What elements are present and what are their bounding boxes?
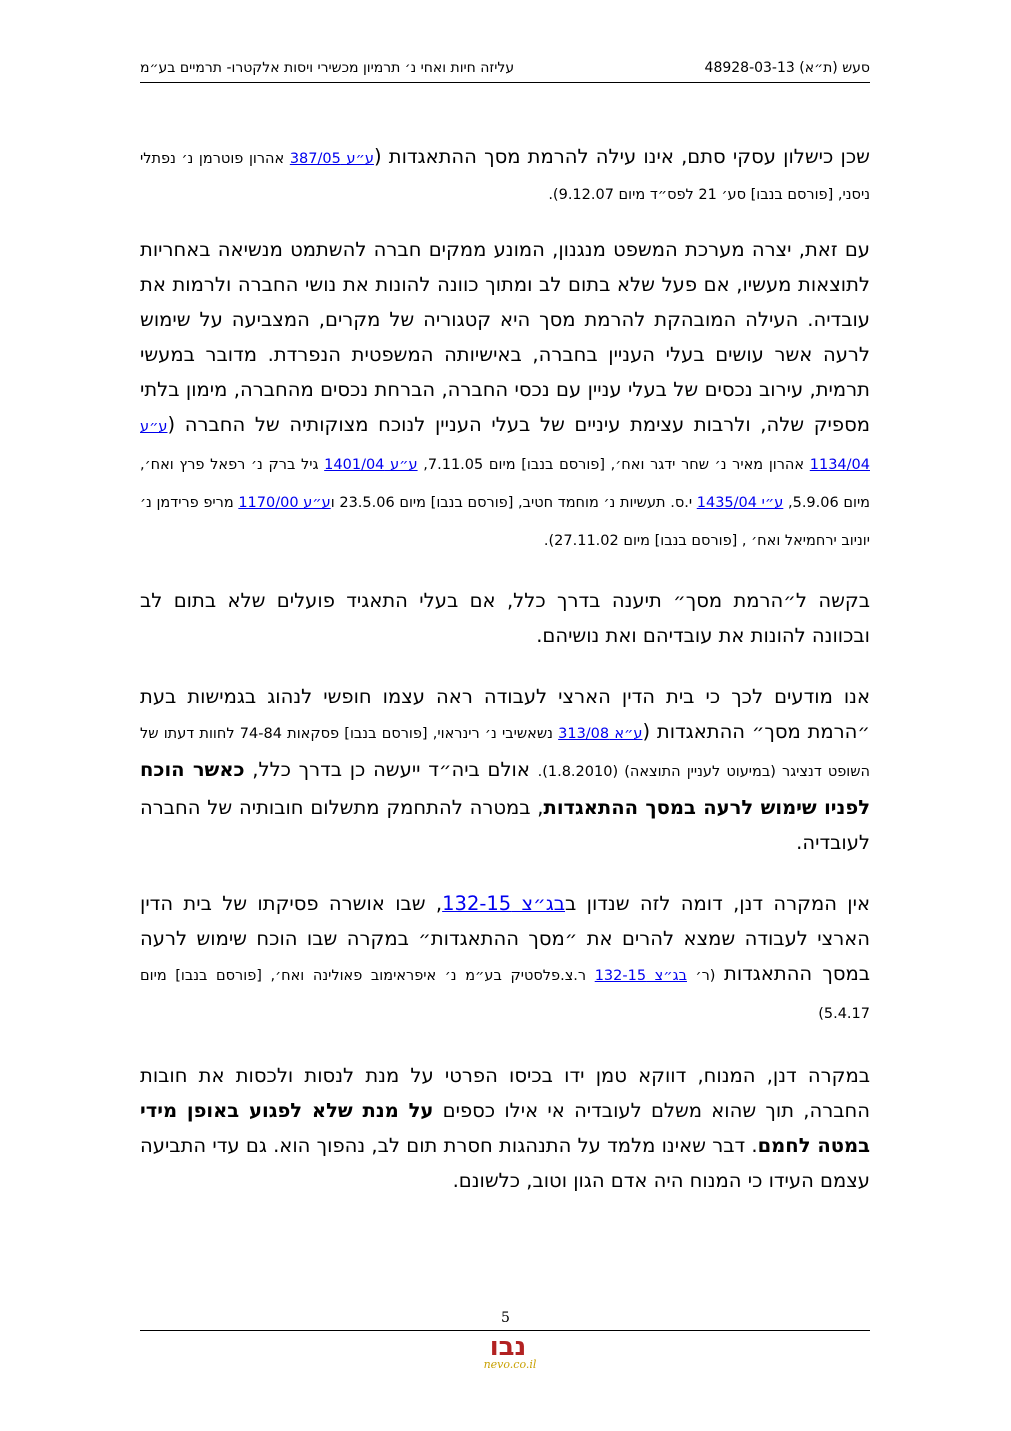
citation-link[interactable]: ע״ע 387/05 [289, 151, 374, 167]
paragraph-6 [140, 1058, 870, 1198]
paragraph-4 [140, 679, 870, 860]
paragraph-6-bold-text: על מנת שלא לפגוע באופן מידי במטה לחמם [140, 1099, 870, 1157]
header-case-number: סעש (ת״א) 48928-03-13 [704, 60, 870, 76]
citation-link[interactable]: ע״ע 1170/00 [238, 495, 331, 511]
paragraph-5-text: אין המקרה דנן, דומה לזה שנדון ב [565, 892, 870, 915]
paragraph-4-text: אנו מודעים לכך כי בית הדין הארצי לעבודה ראה עצמו חופשי לנהוג בגמישות בעת ״הרמת מסך״ ההתאגדות ( [140, 685, 870, 743]
paragraph-4-bold-text: כאשר הוכח לפניו שימוש לרעה במסך ההתאגדות [140, 758, 870, 819]
page-header [140, 58, 870, 83]
paragraph-3-text: בקשה ל״הרמת מסך״ תיענה בדרך כלל, אם בעלי התאגיד פועלים שלא בתום לב ובכוונה להונות את עובדיהם ואת נושיהם. [140, 589, 870, 647]
citation-link[interactable]: בג״צ 132-15 [442, 892, 566, 915]
paragraph-1-text: שכן כישלון עסקי סתם, אינו עילה להרמת מסך ההתאגדות ( [373, 145, 870, 168]
paragraph-2-citation-text: גיל ברק נ׳ רפאל פרץ ואח׳, מיום 5.9.06, [140, 457, 871, 511]
paragraph-5-citation-text: ר.צ.פלסטיק בע״מ נ׳ איפראימוב פאולינה ואח׳, [פורסם בנבו] מיום 5.4.17) [140, 968, 870, 1022]
footer-divider [140, 1330, 870, 1331]
nevo-logo-icon [458, 1333, 558, 1371]
paragraph-5 [140, 886, 870, 1032]
logo-mark: נבו [489, 1333, 527, 1362]
page-number: 5 [501, 1310, 510, 1326]
paragraph-4-text: אולם ביה״ד ייעשה כן בדרך כלל, [244, 758, 538, 781]
paragraph-2 [140, 232, 870, 559]
citation-link[interactable]: ע״א 313/08 [558, 726, 643, 742]
paragraph-2-citation-text: אהרון מאיר נ׳ שחר ידגר ואח׳, [פורסם בנבו] מיום 7.11.05, [417, 457, 810, 473]
paragraph-5-citation-text: (ר׳ [686, 968, 725, 984]
paragraph-2-citation-text: י.ס. תעשיות נ׳ מוחמד חטיב, [פורסם בנבו] מיום 23.5.06 ו [330, 495, 697, 511]
header-case-title: עליזה חיות ואחי נ׳ תרמיון מכשירי ויסות אלקטרו- תרמיים בע״מ [140, 60, 515, 76]
paragraph-1 [140, 140, 870, 212]
paragraph-5-text: , שבו אושרה פסיקתו של בית הדין הארצי לעבודה שמצא להרים את ״מסך ההתאגדות״ במקרה שבו הוכח שימוש לרעה במסך ההתאגדות [140, 892, 870, 985]
document-body [140, 140, 870, 1198]
citation-link[interactable]: בג״צ 132-15 [594, 968, 687, 984]
citation-link[interactable]: ע״ע 1134/04 [140, 419, 870, 473]
paragraph-6-text: . דבר שאינו מלמד על התנהגות חסרת תום לב, נהפוך הוא. גם עדי התביעה עצמם העידו כי המנוח היה אדם הגון וטוב, כלשונם. [140, 1134, 870, 1192]
paragraph-2-text: עם זאת, יצרה מערכת המשפט מנגנון, המונע ממקים חברה להשתמט מנשיאה באחריות לתוצאות מעשיו, אם פעל שלא בתום לב ומתוך כוונה להונות את נושי החברה ולרמות את עובדיה. העילה המובהקת להרמת מסך היא קטגוריה של מקרים, המצביעה על שימוש לרעה אשר עושים בעלי העניין בחברה, באישיותה המשפטית הנפרדת. מדובר במעשי תרמית, עירוב נכסים של בעלי עניין עם נכסי החברה, הברחת נכסים מהחברה, מימון בלתי מספיק שלה, ולרבות עצימת עיניים של בעלי העניין לנוכח מצוקותיה של החברה ( [140, 238, 870, 436]
paragraph-2-citation-text: מריפ פרידמן נ׳ יוניוב ירחמיאל ואח׳ , [פורסם בנבו] מיום 27.11.02). [140, 495, 870, 549]
paragraph-4-citation-text: נשאשיבי נ׳ רינראוי, [פורסם בנבו] פסקאות 74-84 לחוות דעתו של השופט דנציגר (במיעוט לעניין התוצאה) (1.8.2010). [140, 726, 871, 780]
paragraph-1-citation-text: אהרון פוטרמן נ׳ נפתלי ניסני, [פורסם בנבו] סע׳ 21 לפס״ד מיום 9.12.07). [140, 151, 870, 203]
paragraph-4-text: , במטרה להתחמק מתשלום חובותיה של החברה לעובדיה. [140, 796, 870, 854]
citation-link[interactable]: ע״ע 1401/04 [324, 457, 418, 473]
paragraph-6-text: במקרה דנן, המנוח, דווקא טמן ידו בכיסו הפרטי על מנת לנסות ולכסות את חובות החברה, תוך שהוא משלם לעובדיה אי אילו כספים [140, 1064, 870, 1122]
logo-domain: nevo.co.il [483, 1358, 537, 1371]
paragraph-3 [140, 583, 870, 653]
citation-link[interactable]: ע״י 1435/04 [696, 495, 784, 511]
